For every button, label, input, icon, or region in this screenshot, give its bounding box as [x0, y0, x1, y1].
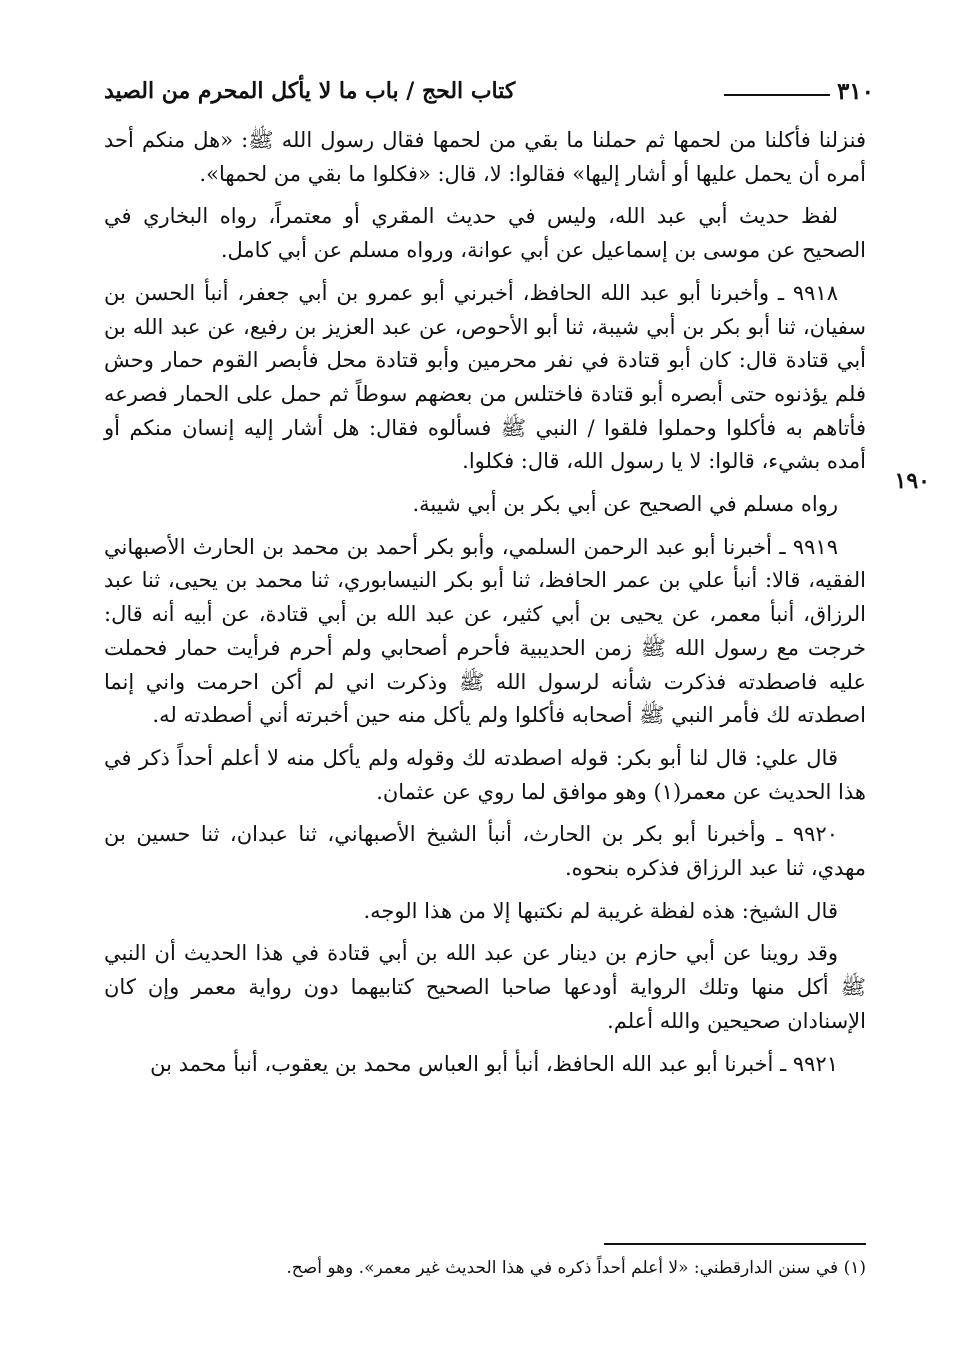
chapter-title: كتاب الحج / باب ما لا يأكل المحرم من الصيد	[104, 78, 516, 104]
hadith-9920: ٩٩٢٠ ـ وأخبرنا أبو بكر بن الحارث، أنبأ الشيخ الأصبهاني، ثنا عبدان، ثنا حسين بن مهدي، ثنا عبد الرزاق فذكره بنحوه.	[104, 822, 866, 881]
page-number: ٣١٠	[836, 78, 874, 105]
hadith-9918: ٩٩١٨ ـ وأخبرنا أبو عبد الله الحافظ، أخبرني أبو عمرو بن أبي جعفر، أنبأ الحسن بن سفيان، ثنا أبو بكر بن أبي شيبة، ثنا أبو الأحوص، عن عبد العزيز بن رفيع، عن عبد الله بن أبي قتادة قال: كان أبو قتادة في نفر محرمين وأبو قتادة محل فأبصر القوم حمار وحش فلم يؤذنوه حتى أبصره أبو قتادة فاختلس من بعضهم سوطاً ثم حمل على الحمار فصرعه فأتاهم به فأكلوا وحملوا فلقوا / النبي ﷺ فسألوه فقال: هل أشار إليه إنسان منكم أو أمده بشيء، قالوا: لا يا رسول الله، قال: فكلوا.	[104, 280, 866, 474]
paragraph: لفظ حديث أبي عبد الله، وليس في حديث المقري أو معتمراً، رواه البخاري في الصحيح عن موسى بن إسماعيل عن أبي عوانة، ورواه مسلم عن أبي كامل.	[104, 204, 866, 263]
margin-page-marker: ١٩٠	[894, 468, 930, 494]
paragraph: فنزلنا فأكلنا من لحمها ثم حملنا ما بقي من لحمها فقال رسول الله ﷺ: «هل منكم أحد أمره أن يحمل عليها أو أشار إليها» فقالوا: لا، قال: «فكلوا ما بقي من لحمها».	[104, 128, 866, 186]
hadith-9921: ٩٩٢١ ـ أخبرنا أبو عبد الله الحافظ، أنبأ أبو العباس محمد بن يعقوب، أنبأ محمد بن	[150, 1051, 838, 1076]
header-rule	[724, 94, 830, 96]
footnote-rule	[604, 1243, 866, 1245]
paragraph: قال علي: قال لنا أبو بكر: قوله اصطدته لك وقوله ولم يأكل منه لا أعلم أحداً ذكر في هذا الحديث عن معمر(١) وهو موافق لما روي عن عثمان.	[104, 745, 866, 804]
page-header	[104, 72, 874, 112]
paragraph: رواه مسلم في الصحيح عن أبي بكر بن أبي شيبة.	[412, 492, 838, 517]
paragraph: وقد روينا عن أبي حازم بن دينار عن عبد الله بن أبي قتادة في هذا الحديث أن النبي ﷺ أكل منها وتلك الرواية أودعها صاحبا الصحيح كتابيهما دون رواية معمر وإن كان الإسنادان صحيحين والله أعلم.	[104, 941, 866, 1033]
footnote: (١) في سنن الدارقطني: «لا أعلم أحداً ذكره في هذا الحديث غير معمر». وهو أصح.	[286, 1258, 866, 1278]
page-body	[104, 124, 866, 1090]
paragraph: قال الشيخ: هذه لفظة غريبة لم نكتبها إلا من هذا الوجه.	[363, 898, 838, 923]
hadith-9919: ٩٩١٩ ـ أخبرنا أبو عبد الرحمن السلمي، وأبو بكر أحمد بن محمد بن الحارث الأصبهاني الفقيه، قالا: أنبأ علي بن عمر الحافظ، ثنا أبو بكر النيسابوري، ثنا محمد بن يحيى، ثنا عبد الرزاق، أنبأ معمر، عن يحيى بن أبي كثير، عن عبد الله بن أبي قتادة، عن أبيه أنه قال: خرجت مع رسول الله ﷺ زمن الحديبية فأحرم أصحابي ولم أحرم فرأيت حمار فحملت عليه فاصطدته فذكرت شأنه لرسول الله ﷺ وذكرت اني لم أكن احرمت واني إنما اصطدته لك فأمر النبي ﷺ أصحابه فأكلوا ولم يأكل منه حين أخبرته أني أصطدته له.	[104, 534, 866, 728]
